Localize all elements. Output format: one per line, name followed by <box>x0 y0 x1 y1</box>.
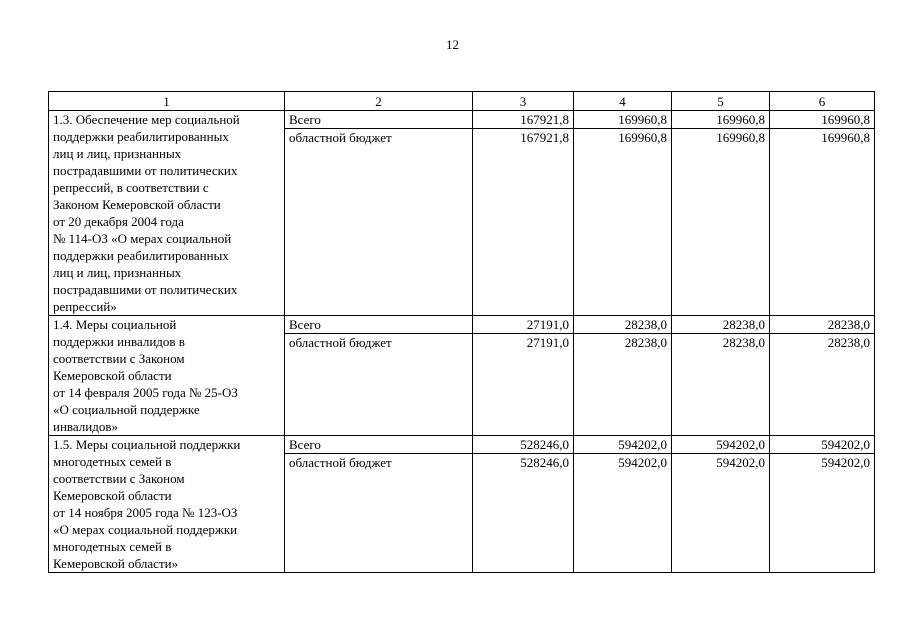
table-row <box>49 111 875 129</box>
value-cell-col5: 169960,8 <box>672 111 770 129</box>
value-cell-col4: 594202,0 <box>574 436 672 454</box>
table-row <box>49 436 875 454</box>
funding-source-cell: Всего <box>285 316 473 334</box>
value-cell-col6: 28238,0 <box>770 316 875 334</box>
table-header-row <box>49 92 875 111</box>
funding-source-cell: областной бюджет <box>285 334 473 436</box>
value-cell-col4: 169960,8 <box>574 111 672 129</box>
value-cell-col5: 169960,8 <box>672 129 770 316</box>
funding-source-cell: областной бюджет <box>285 454 473 573</box>
value-cell-col3: 528246,0 <box>473 436 574 454</box>
column-header-1: 1 <box>49 92 285 111</box>
column-header-6: 6 <box>770 92 875 111</box>
value-cell-col5: 28238,0 <box>672 316 770 334</box>
row-description: 1.3. Обеспечение мер социальной поддержки реабилитированных лиц и лиц, признанных пострадавшими от политических репрессий, в соответствии с Законом Кемеровской области от 20 декабря 2004 года № 114-ОЗ «О мерах социальной поддержки реабилитированных лиц и лиц, признанных пострадавшими от политических репрессий» <box>49 111 285 316</box>
table-row <box>49 316 875 334</box>
value-cell-col6: 28238,0 <box>770 334 875 436</box>
value-cell-col6: 594202,0 <box>770 454 875 573</box>
value-cell-col3: 27191,0 <box>473 334 574 436</box>
value-cell-col3: 167921,8 <box>473 129 574 316</box>
page-number: 12 <box>446 37 459 52</box>
value-cell-col6: 594202,0 <box>770 436 875 454</box>
row-description: 1.5. Меры социальной поддержки многодетных семей в соответствии с Законом Кемеровской области от 14 ноября 2005 года № 123-ОЗ «О мерах социальной поддержки многодетных семей в Кемеровской области» <box>49 436 285 573</box>
value-cell-col3: 167921,8 <box>473 111 574 129</box>
row-description: 1.4. Меры социальной поддержки инвалидов в соответствии с Законом Кемеровской области от 14 февраля 2005 года № 25-ОЗ «О социальной поддержке инвалидов» <box>49 316 285 436</box>
value-cell-col4: 594202,0 <box>574 454 672 573</box>
value-cell-col4: 28238,0 <box>574 316 672 334</box>
value-cell-col6: 169960,8 <box>770 111 875 129</box>
value-cell-col3: 528246,0 <box>473 454 574 573</box>
column-header-5: 5 <box>672 92 770 111</box>
value-cell-col4: 169960,8 <box>574 129 672 316</box>
value-cell-col5: 594202,0 <box>672 454 770 573</box>
value-cell-col3: 27191,0 <box>473 316 574 334</box>
value-cell-col5: 594202,0 <box>672 436 770 454</box>
column-header-2: 2 <box>285 92 473 111</box>
column-header-4: 4 <box>574 92 672 111</box>
budget-table <box>48 91 875 573</box>
value-cell-col4: 28238,0 <box>574 334 672 436</box>
funding-source-cell: Всего <box>285 111 473 129</box>
funding-source-cell: Всего <box>285 436 473 454</box>
funding-source-cell: областной бюджет <box>285 129 473 316</box>
column-header-3: 3 <box>473 92 574 111</box>
value-cell-col5: 28238,0 <box>672 334 770 436</box>
value-cell-col6: 169960,8 <box>770 129 875 316</box>
